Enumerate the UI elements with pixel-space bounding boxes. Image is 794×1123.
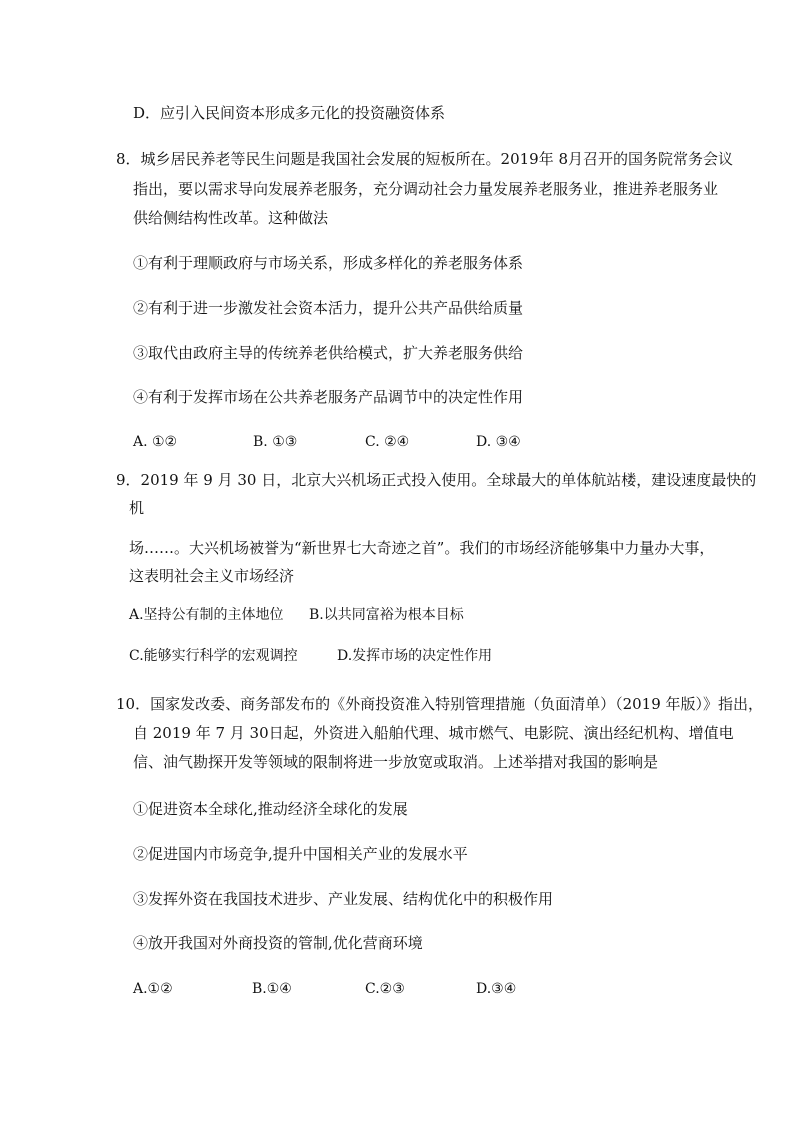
q10-statement-1: ①促进资本全球化,推动经济全球化的发展 — [133, 800, 408, 818]
q10-option-c[interactable]: C.②③ — [365, 981, 405, 997]
q8-option-d[interactable]: D. ③④ — [476, 434, 521, 450]
q10-stem-line-1: 10．国家发改委、商务部发布的《外商投资准入特别管理措施（负面清单）（2019 年版）》指出， — [116, 695, 764, 713]
q10-statement-2: ②促进国内市场竞争,提升中国相关产业的发展水平 — [133, 845, 468, 863]
q10-statement-4: ④放开我国对外商投资的管制,优化营商环境 — [133, 934, 423, 952]
q8-statement-4: ④有利于发挥市场在公共养老服务产品调节中的决定性作用 — [133, 388, 524, 406]
q10-option-d[interactable]: D.③④ — [476, 981, 517, 997]
q9-option-a[interactable]: A.坚持公有制的主体地位 — [129, 607, 284, 623]
q9-stem-line-4: 这表明社会主义市场经济 — [129, 567, 295, 585]
q8-stem-line-2: 指出，要以需求导向发展养老服务，充分调动社会力量发展养老服务业，推进养老服务业 — [133, 180, 719, 198]
q8-option-c[interactable]: C. ②④ — [365, 434, 410, 450]
q9-option-c[interactable]: C.能够实行科学的宏观调控 — [129, 648, 298, 664]
q8-stem-line-3: 供给侧结构性改革。这种做法 — [133, 209, 329, 227]
q9-option-b[interactable]: B.以共同富裕为根本目标 — [309, 607, 464, 623]
q9-stem-line-3: 场……。大兴机场被誉为“新世界七大奇迹之首”。我们的市场经济能够集中力量办大事， — [129, 539, 715, 557]
q8-statement-3: ③取代由政府主导的传统养老供给模式，扩大养老服务供给 — [133, 344, 524, 362]
q10-option-b[interactable]: B.①④ — [252, 981, 292, 997]
q8-option-a[interactable]: A. ①② — [133, 434, 178, 450]
q9-option-d[interactable]: D.发挥市场的决定性作用 — [337, 648, 493, 664]
q8-statement-1: ①有利于理顺政府与市场关系，形成多样化的养老服务体系 — [133, 254, 524, 272]
q10-stem-line-3: 信、油气勘探开发等领域的限制将进一步放宽或取消。上述举措对我国的影响是 — [133, 753, 659, 771]
q8-stem-line-1: 8．城乡居民养老等民生问题是我国社会发展的短板所在。2019年 8月召开的国务院常务会议 — [116, 150, 734, 168]
q7-option-d: D．应引入民间资本形成多元化的投资融资体系 — [133, 104, 446, 122]
q10-option-a[interactable]: A.①② — [133, 981, 173, 997]
q10-statement-3: ③发挥外资在我国技术进步、产业发展、结构优化中的积极作用 — [133, 890, 554, 908]
q9-stem-line-1: 9．2019 年 9 月 30 日，北京大兴机场正式投入使用。全球最大的单体航站楼，建设速度最快的 — [116, 471, 757, 489]
q8-option-b[interactable]: B. ①③ — [253, 434, 298, 450]
q9-stem-line-2: 机 — [129, 499, 145, 517]
q10-stem-line-2: 自 2019 年 7 月 30日起，外资进入船舶代理、城市燃气、电影院、演出经纪机构、增值电 — [133, 724, 734, 742]
q8-statement-2: ②有利于进一步激发社会资本活力，提升公共产品供给质量 — [133, 299, 524, 317]
